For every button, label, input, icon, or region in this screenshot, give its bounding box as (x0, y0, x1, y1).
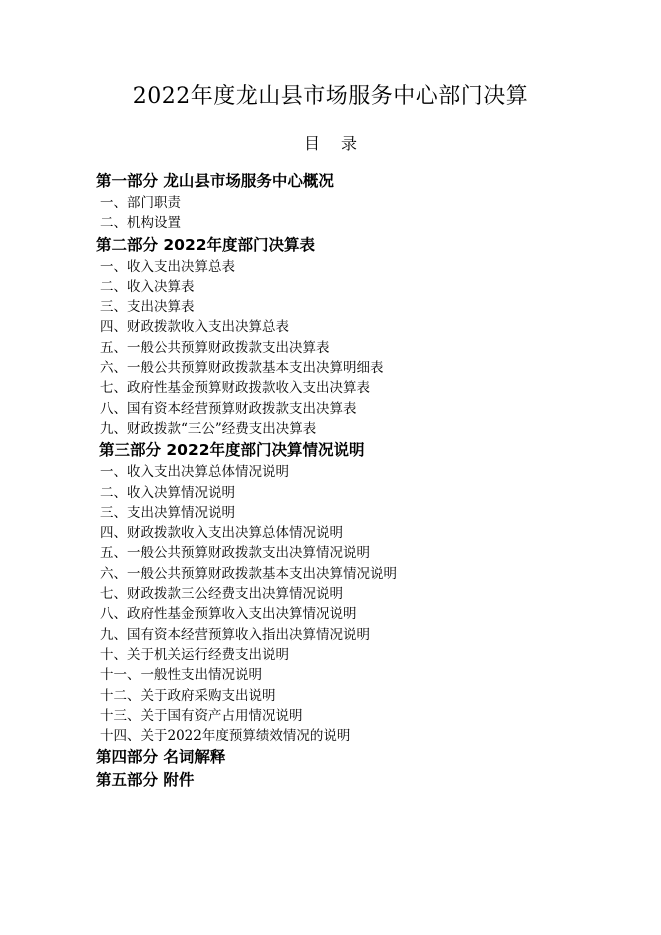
toc-item[interactable]: 九、国有资本经营预算收入指出决算情况说明 (100, 626, 370, 643)
table-of-contents (96, 170, 576, 792)
toc-item[interactable]: 八、政府性基金预算收入支出决算情况说明 (100, 606, 357, 623)
toc-item[interactable]: 三、支出决算表 (100, 299, 195, 316)
toc-item[interactable]: 二、收入决算表 (100, 278, 195, 295)
toc-item[interactable]: 十二、关于政府采购支出说明 (100, 687, 276, 704)
toc-item[interactable]: 二、收入决算情况说明 (100, 484, 235, 501)
toc-item[interactable]: 九、财政拨款“三公”经费支出决算表 (100, 420, 317, 437)
toc-item[interactable]: 十一、一般性支出情况说明 (100, 667, 262, 684)
toc-item[interactable]: 八、国有资本经营预算财政拨款支出决算表 (100, 400, 357, 417)
toc-item[interactable]: 十、关于机关运行经费支出说明 (100, 646, 289, 663)
toc-item[interactable]: 七、政府性基金预算财政拨款收入支出决算表 (100, 380, 370, 397)
toc-item[interactable]: 十四、关于2022年度预算绩效情况的说明 (100, 728, 351, 745)
toc-item[interactable]: 五、一般公共预算财政拨款支出决算表 (100, 339, 330, 356)
toc-item[interactable]: 一、收入支出决算总表 (100, 258, 235, 275)
toc-item[interactable]: 六、一般公共预算财政拨款基本支出决算情况说明 (100, 565, 397, 582)
toc-part-2-title[interactable]: 第二部分 2022年度部门决算表 (96, 235, 316, 254)
toc-item[interactable]: 五、一般公共预算财政拨款支出决算情况说明 (100, 545, 370, 562)
toc-heading: 目 录 (303, 134, 366, 153)
toc-part-1-title[interactable]: 第一部分 龙山县市场服务中心概况 (96, 172, 334, 190)
toc-item[interactable]: 六、一般公共预算财政拨款基本支出决算明细表 (100, 360, 384, 377)
toc-item[interactable]: 三、支出决算情况说明 (100, 504, 235, 521)
toc-part-4-title[interactable]: 第四部分 名词解释 (96, 748, 226, 767)
toc-part-5-title[interactable]: 第五部分 附件 (96, 771, 195, 790)
document-title: 2022年度龙山县市场服务中心部门决算 (132, 84, 529, 109)
toc-item[interactable]: 四、财政拨款收入支出决算总体情况说明 (100, 525, 343, 542)
toc-item[interactable]: 一、收入支出决算总体情况说明 (100, 464, 289, 481)
toc-part-3-title[interactable]: 第三部分 2022年度部门决算情况说明 (99, 441, 365, 460)
toc-item[interactable]: 二、机构设置 (100, 215, 181, 232)
toc-item[interactable]: 四、财政拨款收入支出决算总表 (100, 319, 289, 336)
toc-item[interactable]: 一、部门职责 (100, 195, 181, 211)
toc-item[interactable]: 七、财政拨款三公经费支出决算情况说明 (100, 586, 343, 603)
toc-item[interactable]: 十三、关于国有资产占用情况说明 (100, 707, 303, 724)
